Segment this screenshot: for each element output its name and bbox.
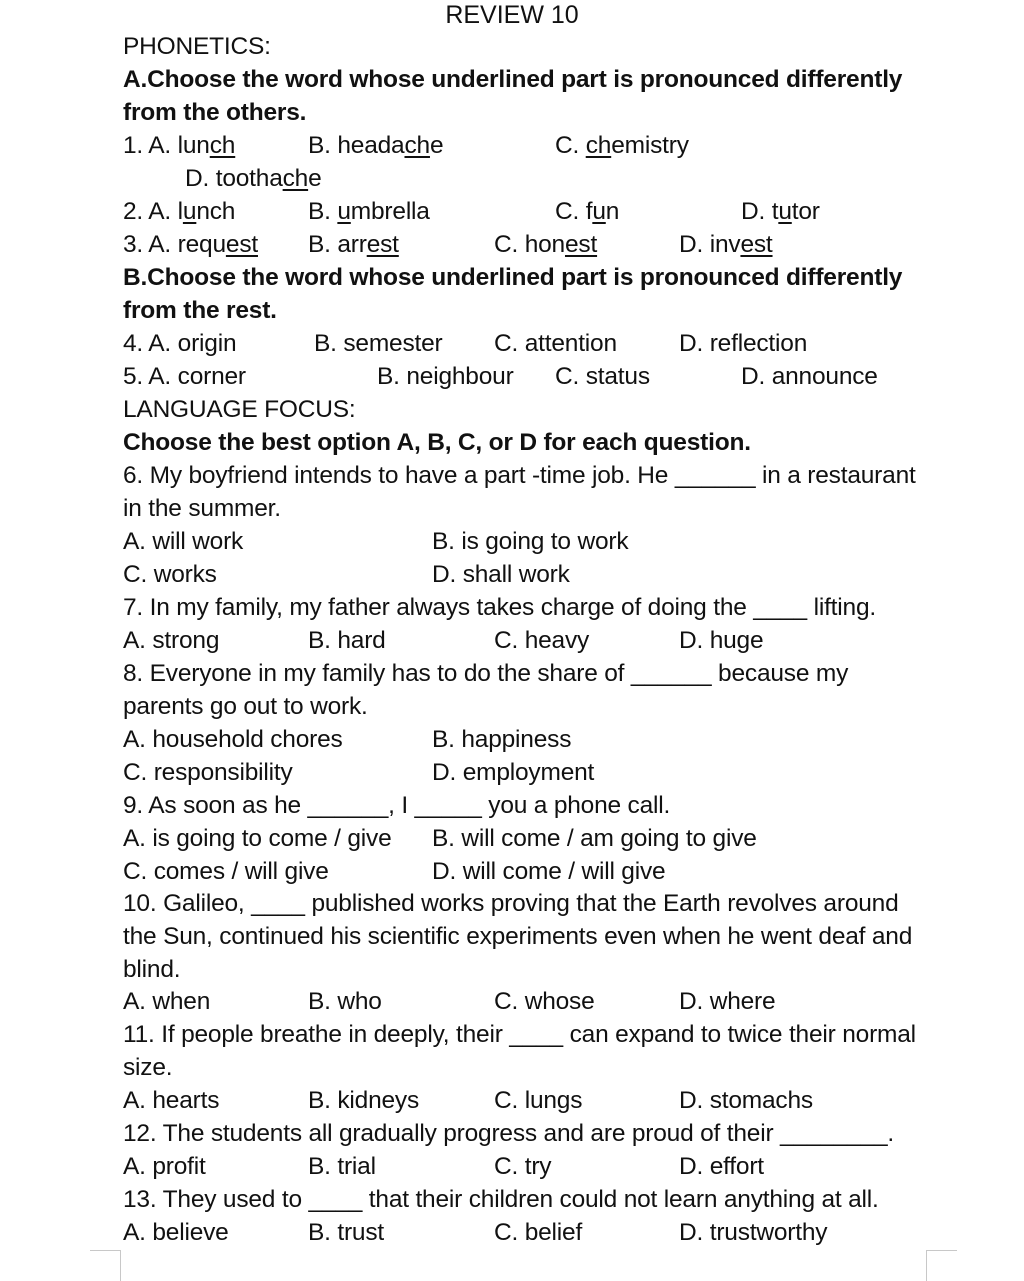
part-b-instruction-line1: B.Choose the word whose underlined part is pronounced differently <box>123 264 903 291</box>
page-title: REVIEW 10 <box>445 1 579 29</box>
q5-option-c: C. status <box>555 363 650 390</box>
q1-option-a: 1. A. lunch <box>123 132 236 159</box>
q4-option-a: 4. A. origin <box>123 330 237 357</box>
q12-stem: 12. The students all gradually progress and are proud of their ________. <box>123 1120 895 1147</box>
q9-option-c: C. comes / will give <box>123 858 329 885</box>
q11-option-c: C. lungs <box>494 1087 583 1114</box>
q6-stem-line2: in the summer. <box>123 495 281 522</box>
q2-option-b: B. umbrella <box>308 198 430 225</box>
q13-option-b: B. trust <box>308 1219 385 1246</box>
q3-option-a: 3. A. request <box>123 231 258 258</box>
q8-stem-line1: 8. Everyone in my family has to do the share of ______ because my <box>123 660 849 687</box>
q8-option-d: D. employment <box>432 759 595 786</box>
q6-option-b: B. is going to work <box>432 528 629 555</box>
q9-stem: 9. As soon as he ______, I _____ you a phone call. <box>123 792 671 819</box>
part-b-instruction-line2: from the rest. <box>123 297 277 324</box>
part-a-instruction-line2: from the others. <box>123 99 307 126</box>
q5-option-d: D. announce <box>741 363 878 390</box>
q10-option-d: D. where <box>679 988 776 1015</box>
q11-stem-line1: 11. If people breathe in deeply, their ____ can expand to twice their normal <box>123 1021 916 1048</box>
q12-option-a: A. profit <box>123 1153 206 1180</box>
margin-corner-mark-right <box>926 1250 957 1281</box>
q8-option-a: A. household chores <box>123 726 343 753</box>
q7-stem: 7. In my family, my father always takes charge of doing the ____ lifting. <box>123 594 876 621</box>
q10-stem-line3: blind. <box>123 956 181 983</box>
q2-option-c: C. fun <box>555 198 620 225</box>
q5-option-a: 5. A. corner <box>123 363 246 390</box>
q13-option-d: D. trustworthy <box>679 1219 828 1246</box>
q6-stem-line1: 6. My boyfriend intends to have a part -time job. He ______ in a restaurant <box>123 462 916 489</box>
part-a-instruction-line1: A.Choose the word whose underlined part is pronounced differently <box>123 66 903 93</box>
margin-corner-mark-left <box>90 1250 121 1281</box>
q8-stem-line2: parents go out to work. <box>123 693 368 720</box>
q6-option-d: D. shall work <box>432 561 570 588</box>
q11-stem-line2: size. <box>123 1054 173 1081</box>
q10-stem-line1: 10. Galileo, ____ published works proving that the Earth revolves around <box>123 890 899 917</box>
q10-option-c: C. whose <box>494 988 595 1015</box>
q12-option-b: B. trial <box>308 1153 376 1180</box>
q9-option-b: B. will come / am going to give <box>432 825 757 852</box>
q13-stem: 13. They used to ____ that their children could not learn anything at all. <box>123 1186 879 1213</box>
q12-option-d: D. effort <box>679 1153 764 1180</box>
q9-option-d: D. will come / will give <box>432 858 666 885</box>
q10-option-a: A. when <box>123 988 211 1015</box>
q3-option-d: D. invest <box>679 231 773 258</box>
q4-option-d: D. reflection <box>679 330 808 357</box>
q4-option-b: B. semester <box>314 330 443 357</box>
q1-option-b: B. headache <box>308 132 444 159</box>
q11-option-b: B. kidneys <box>308 1087 420 1114</box>
q6-option-a: A. will work <box>123 528 244 555</box>
q9-option-a: A. is going to come / give <box>123 825 392 852</box>
q4-option-c: C. attention <box>494 330 617 357</box>
q1-option-c: C. chemistry <box>555 132 689 159</box>
section-heading-phonetics: PHONETICS: <box>123 33 271 60</box>
q8-option-c: C. responsibility <box>123 759 293 786</box>
q7-option-b: B. hard <box>308 627 386 654</box>
q8-option-b: B. happiness <box>432 726 572 753</box>
q6-option-c: C. works <box>123 561 217 588</box>
q2-option-a: 2. A. lunch <box>123 198 236 225</box>
q10-option-b: B. who <box>308 988 382 1015</box>
q2-option-d: D. tutor <box>741 198 820 225</box>
q11-option-a: A. hearts <box>123 1087 220 1114</box>
q5-option-b: B. neighbour <box>377 363 514 390</box>
q13-option-a: A. believe <box>123 1219 229 1246</box>
q3-option-c: C. honest <box>494 231 598 258</box>
q7-option-a: A. strong <box>123 627 220 654</box>
q12-option-c: C. try <box>494 1153 552 1180</box>
q7-option-c: C. heavy <box>494 627 590 654</box>
q3-option-b: B. arrest <box>308 231 399 258</box>
q11-option-d: D. stomachs <box>679 1087 813 1114</box>
q13-option-c: C. belief <box>494 1219 583 1246</box>
q7-option-d: D. huge <box>679 627 764 654</box>
section-heading-language-focus: LANGUAGE FOCUS: <box>123 396 356 423</box>
q10-stem-line2: the Sun, continued his scientific experiments even when he went deaf and <box>123 923 913 950</box>
language-instruction: Choose the best option A, B, C, or D for each question. <box>123 429 751 456</box>
q1-option-d: D. toothache <box>185 165 322 192</box>
